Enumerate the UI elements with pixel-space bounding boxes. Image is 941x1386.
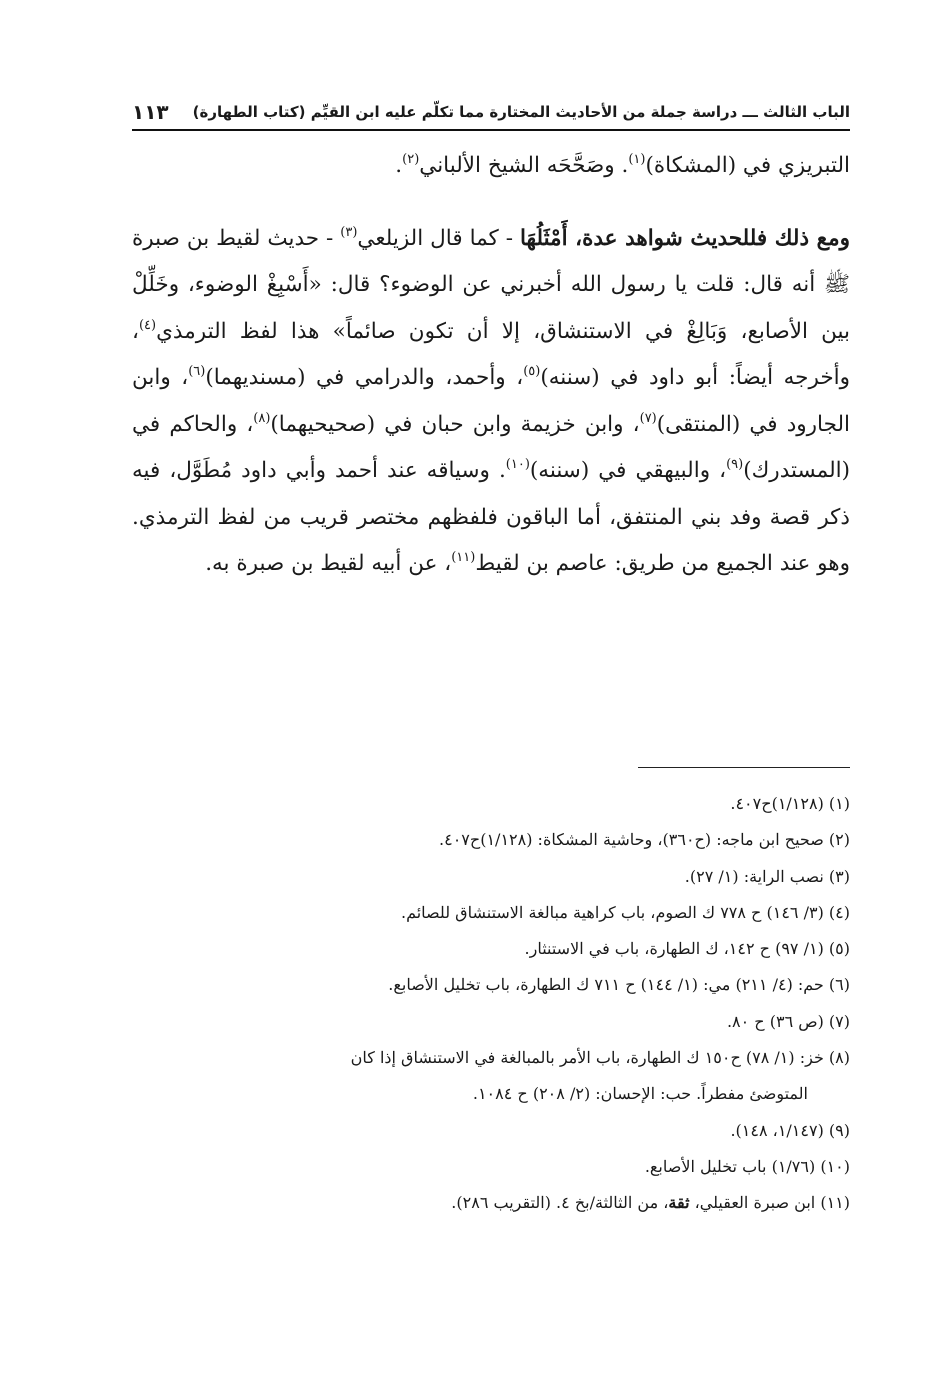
text-run: .	[395, 153, 403, 178]
footnote-separator	[638, 767, 850, 768]
text-run: ، والحاكم في (المستدرك)	[132, 411, 850, 483]
footnote-2: (٢) صحيح ابن ماجه: (ح٣٦٠)، وحاشية المشكاة: (١/١٢٨)ح٤٠٧.	[439, 830, 850, 850]
footnote-ref-8[interactable]: (٨)	[253, 410, 271, 426]
text-run: ، عن أبيه لقيط بن صبرة به.	[205, 551, 452, 576]
footnote-8-line-1: (٨) خز: (١/ ٧٨) ح١٥٠ ك الطهارة، باب الأمر بالمبالغة في الاستنشاق إذا كان	[350, 1048, 850, 1068]
footnote-8	[132, 1040, 850, 1113]
text-run: . وصَحَّحَه الشيخ الألباني	[419, 153, 629, 178]
footnote-ref-3[interactable]: (٣)	[340, 224, 358, 240]
footnote-ref-11[interactable]: (١١)	[451, 550, 476, 565]
bold-lead: ومع ذلك فللحديث شواهد عدة، أَمْثَلُهَا	[519, 225, 850, 251]
footnote-3: (٣) نصب الراية: (١/ ٢٧).	[684, 866, 850, 886]
paragraph-1	[132, 143, 850, 190]
footnotes	[132, 786, 850, 1222]
text-run: - حديث لقيط بن صبرة ﷺ أنه قال: قلت يا رسول الله أخبرني عن الوضوء؟ قال: «أَسْبِغْ الوضوء، وخَلِّلْ بين الأصابع، وَبَالِغْ في الاستنشاق، إلا أن تكون صائماً» هذا لفظ الترمذي	[132, 225, 850, 344]
paragraph-2	[132, 216, 850, 588]
text-run: ، وابن خزيمة وابن حبان في (صحيحيهما)	[270, 411, 640, 437]
footnote-11-rest: ، من الثالثة/بخ ٤. (التقريب ٢٨٦).	[451, 1193, 669, 1213]
footnote-1: (١) (١/١٢٨)ح٤٠٧.	[730, 794, 850, 813]
text-run: ، وأحمد، والدرامي في (مسنديهما)	[205, 365, 524, 390]
footnote-11	[132, 1185, 850, 1221]
footnote-ref-6[interactable]: (٦)	[188, 364, 206, 379]
footnote-ref-4[interactable]: (٤)	[138, 317, 157, 333]
footnote-7: (٧) (ص ٣٦) ح ٨٠.	[726, 1011, 850, 1031]
footnote-ref-1[interactable]: (١)	[628, 152, 646, 167]
footnote-ref-7[interactable]: (٧)	[639, 410, 657, 426]
text-run: التبريزي في (المشكاة)	[645, 153, 850, 178]
footnote-ref-5[interactable]: (٥)	[523, 364, 541, 379]
main-text	[132, 143, 850, 588]
footnote-6: (٦) حم: (٤/ ٢١١) مي: (١/ ١٤٤) ح ٧١١ ك الطهارة، باب تخليل الأصابع.	[388, 975, 850, 995]
text-run: ، والبيهقي في (سننه)	[529, 458, 727, 483]
footnote-4: (٤) (٣/ ١٤٦) ح ٧٧٨ ك الصوم، باب كراهية مبالغة الاستنشاق للصائم.	[400, 902, 850, 922]
running-header	[132, 95, 850, 131]
footnote-5: (٥) (١/ ٩٧) ح ١٤٢، ك الطهارة، باب في الاستنثار.	[524, 939, 850, 959]
text-run: . وسياقه عند أحمد وأبي داود مُطَوَّل، فيه ذكر قصة وفد بني المنتفق، أما الباقون فلفظهم مختصر قريب من لفظ الترمذي. وهو عند الجميع من طريق: عاصم بن لقيط	[132, 458, 850, 576]
footnote-ref-2[interactable]: (٢)	[402, 152, 420, 167]
footnote-11-text: (١١) ابن صبرة العقيلي،	[689, 1193, 850, 1213]
footnote-11-grade: ثقة	[668, 1193, 690, 1213]
footnote-10: (١٠) (١/٧٦) باب تخليل الأصابع.	[644, 1156, 850, 1176]
chapter-title: الباب الثالث ـــ دراسة جملة من الأحاديث المختارة مما تكلّم عليه ابن القيِّم (كتاب الطهارة)	[192, 103, 850, 121]
text-run: ، وابن الجارود في (المنتقى)	[132, 365, 850, 437]
footnote-8-line-2: المتوضئ مفطراً. حب: الإحسان: (٢/ ٢٠٨) ح ١٠٨٤.	[472, 1084, 808, 1104]
text-run: - كما قال الزيلعي	[357, 225, 520, 251]
footnote-9: (٩) (١/١٤٧، ١٤٨).	[730, 1120, 850, 1140]
footnote-ref-9[interactable]: (٩)	[726, 457, 744, 472]
page-number: ١١٣	[132, 100, 169, 124]
text-run: ، وأخرجه أيضاً: أبو داود في (سننه)	[132, 318, 850, 390]
footnote-ref-10[interactable]: (١٠)	[505, 457, 530, 472]
